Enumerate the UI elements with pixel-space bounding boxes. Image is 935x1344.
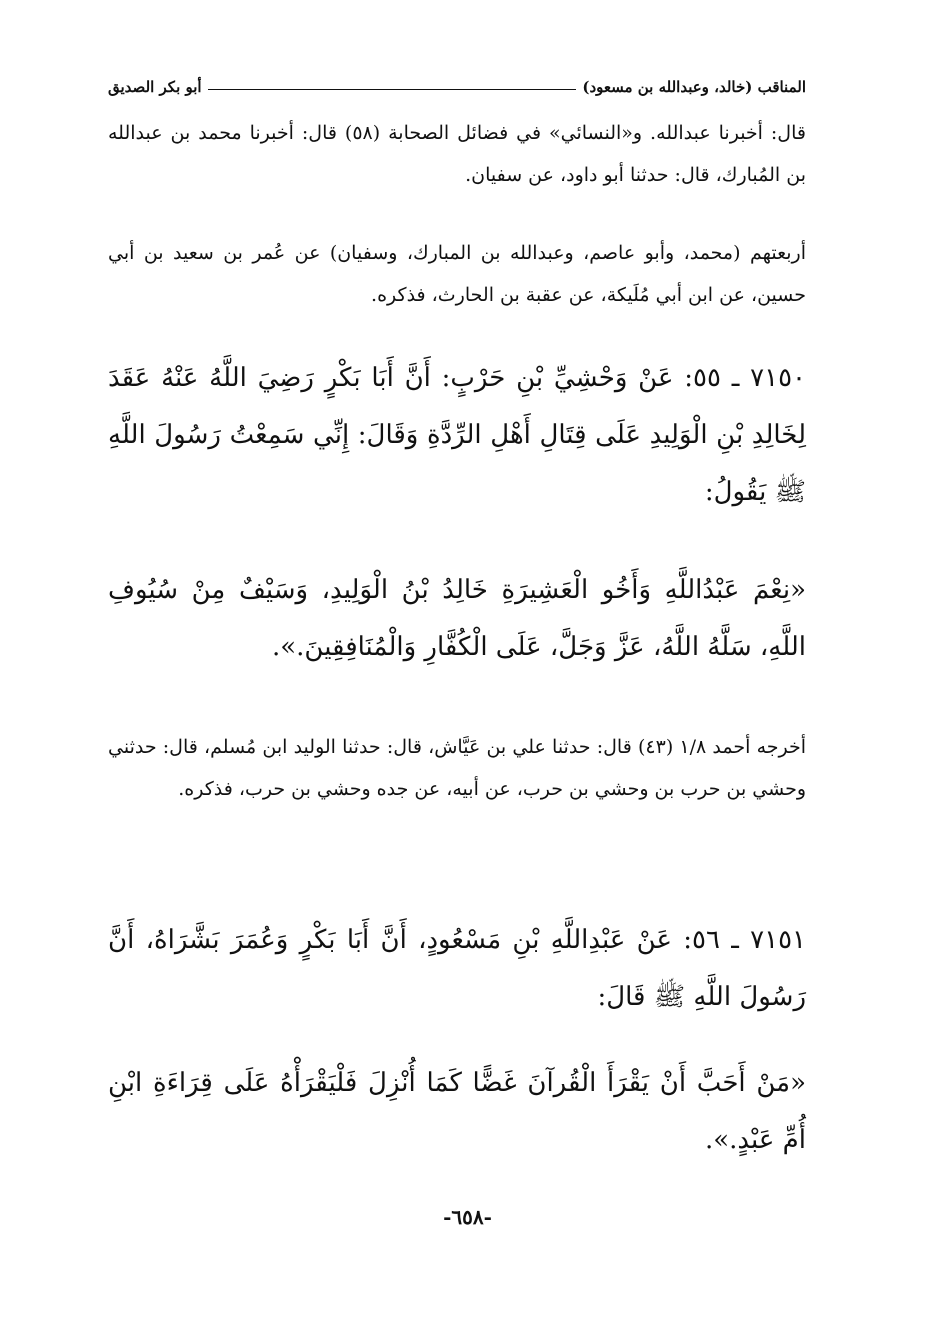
header-rule (208, 89, 577, 90)
header-chapter-title: أبو بكر الصديق (108, 78, 202, 96)
page-number: -٦٥٨- (443, 1205, 492, 1229)
hadith-text: ٧١٥٠ ـ ٥٥: عَنْ وَحْشِيِّ بْنِ حَرْبٍ: أَنَّ أَبَا بَكْرٍ رَضِيَ اللَّهُ عَنْهُ عَقَدَ لِخَالِدِ بْنِ الْوَلِيدِ عَلَى قِتَالِ أَهْلِ الرِّدَّةِ وَقَالَ: إِنِّي سَمِعْتُ رَسُولَ اللَّهِ ﷺ يَقُولُ: (108, 363, 806, 507)
running-header (108, 70, 806, 104)
source-note: أخرجه أحمد ١/٨ (٤٣) قال: حدثنا علي بن عَيَّاش، قال: حدثنا الوليد ابن مُسلم، قال: حدثني وحشي بن حرب بن وحشي بن حرب، عن أبيه، عن جده وحشي بن حرب، فذكره. (108, 736, 807, 800)
hadith-quote: «مَنْ أَحَبَّ أَنْ يَقْرَأَ الْقُرآنَ غَضًّا كَمَا أُنْزِلَ فَلْيَقْرَأْهُ عَلَى قِرَاءَةِ ابْنِ أُمِّ عَبْدٍ.». (108, 1068, 806, 1155)
source-note: أربعتهم (محمد، وأبو عاصم، وعبدالله بن المبارك، وسفيان) عن عُمر بن سعيد بن أبي حسين، عن ابن أبي مُلَيكة، عن عقبة بن الحارث، فذكره. (108, 242, 806, 306)
header-section-title: المناقب (خالد، وعبدالله بن مسعود) (582, 78, 806, 96)
hadith-text: ٧١٥١ ـ ٥٦: عَنْ عَبْدِاللَّهِ بْنِ مَسْعُودٍ، أَنَّ أَبَا بَكْرٍ وَعُمَرَ بَشَّرَاهُ، أَنَّ رَسُولَ اللَّهِ ﷺ قَالَ: (108, 925, 806, 1012)
hadith-quote: «نِعْمَ عَبْدُاللَّهِ وَأَخُو الْعَشِيرَةِ خَالِدُ بْنُ الْوَلِيدِ، وَسَيْفٌ مِنْ سُيُوفِ اللَّهِ، سَلَّهُ اللَّهُ، عَزَّ وَجَلَّ، عَلَى الْكُفَّارِ وَالْمُنَافِقِينَ.». (108, 575, 806, 662)
source-note: قال: أخبرنا عبدالله. و«النسائي» في فضائل الصحابة (٥٨) قال: أخبرنا محمد بن عبدالله بن المُبارك، قال: حدثنا أبو داود، عن سفيان. (108, 122, 806, 186)
